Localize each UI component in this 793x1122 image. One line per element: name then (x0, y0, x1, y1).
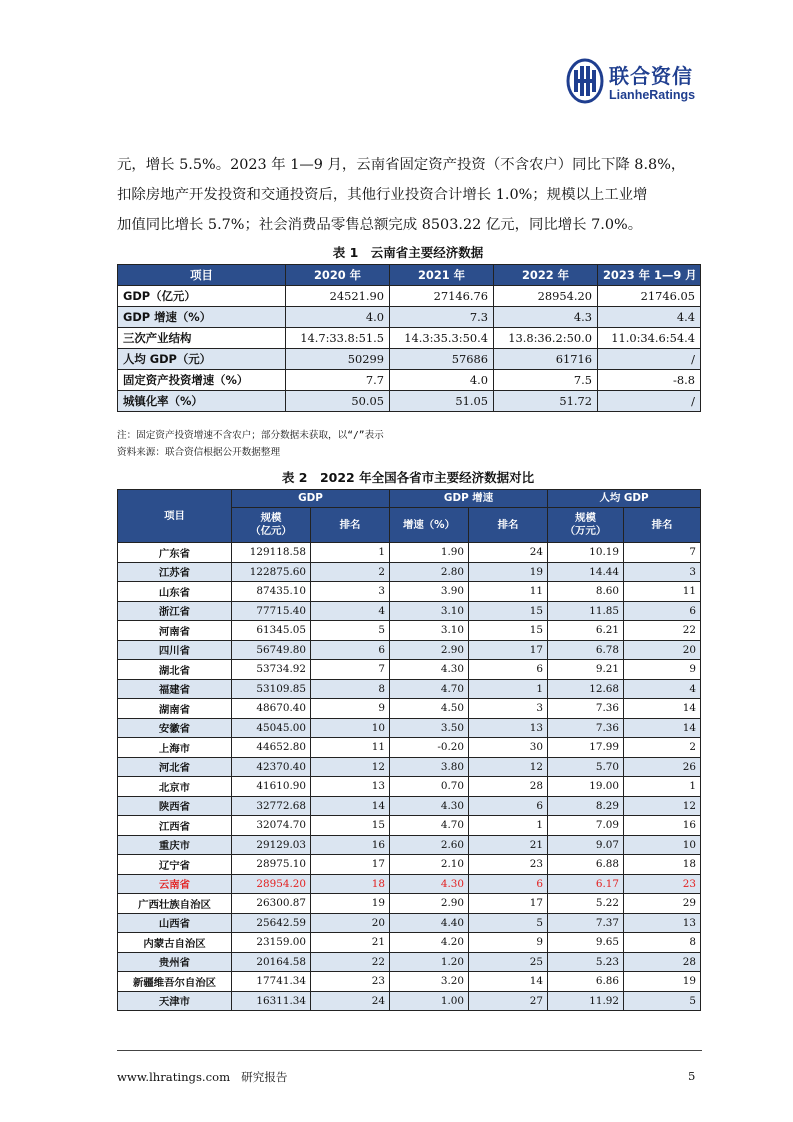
table2-cell: 3.20 (390, 972, 469, 992)
table2-row (118, 679, 701, 699)
table1-header-cell: 2023 年 1—9 月 (598, 265, 701, 286)
table2-row-label: 湖北省 (118, 660, 232, 680)
table1-header-cell: 2022 年 (494, 265, 598, 286)
table2-row (118, 816, 701, 836)
table2-cell: 53109.85 (232, 679, 311, 699)
table2-caption: 表 2 2022 年全国各省市主要经济数据对比 (281, 470, 535, 485)
table2-cell: 129118.58 (232, 543, 311, 563)
table1-row (118, 307, 701, 328)
table2-cell: 56749.80 (232, 640, 311, 660)
table2-cell: 19 (469, 562, 548, 582)
table2-cell: 6 (624, 601, 701, 621)
table2-cell: 10.19 (548, 543, 624, 563)
table2-row (118, 543, 701, 563)
table2-row (118, 952, 701, 972)
table2-row-label: 北京市 (118, 777, 232, 797)
subheader-scale-label: 规模 (575, 512, 596, 524)
table2-cell: 19 (624, 972, 701, 992)
table2-cell: 8.60 (548, 582, 624, 602)
table2-cell: 12 (624, 796, 701, 816)
table1-cell: 57686 (390, 349, 494, 370)
table2-row-label: 云南省 (118, 874, 232, 894)
table1-cell: 28954.20 (494, 286, 598, 307)
table2-cell: 3.80 (390, 757, 469, 777)
table2-row-label: 辽宁省 (118, 855, 232, 875)
table1-cell: -8.8 (598, 370, 701, 391)
table2-cell: 5 (624, 991, 701, 1011)
table2-cell: 5.70 (548, 757, 624, 777)
table2-cell: 23 (469, 855, 548, 875)
table2-cell: 25 (469, 952, 548, 972)
table2-row (118, 757, 701, 777)
table2-cell: 6.21 (548, 621, 624, 641)
table2-row (118, 699, 701, 719)
table2-row-label: 贵州省 (118, 952, 232, 972)
table2-cell: 61345.05 (232, 621, 311, 641)
table2-cell: 48670.40 (232, 699, 311, 719)
table2-cell: 4.70 (390, 679, 469, 699)
table2-cell: 15 (311, 816, 390, 836)
table2-cell: 21 (311, 933, 390, 953)
table2-cell: 2.90 (390, 640, 469, 660)
table2 (117, 489, 701, 1011)
table2-subheader-scale (548, 508, 624, 543)
table2-subheader-scale (232, 508, 311, 543)
table2-cell: 17 (311, 855, 390, 875)
table2-cell: 6.88 (548, 855, 624, 875)
table1-cell: 21746.05 (598, 286, 701, 307)
table2-cell: 20164.58 (232, 952, 311, 972)
table2-row (118, 601, 701, 621)
table1-cell: 4.4 (598, 307, 701, 328)
table2-cell: 22 (624, 621, 701, 641)
table2-cell: 44652.80 (232, 738, 311, 758)
table2-cell: 8 (311, 679, 390, 699)
table1-cell: 51.05 (390, 391, 494, 412)
table2-cell: 19.00 (548, 777, 624, 797)
table2-row-label: 江西省 (118, 816, 232, 836)
table2-cell: 23 (624, 874, 701, 894)
table1-cell: 7.3 (390, 307, 494, 328)
table2-subheader-growth: 增速（%） (390, 508, 469, 543)
table1-row-label: 固定资产投资增速（%） (118, 370, 286, 391)
table2-cell: 6.17 (548, 874, 624, 894)
table2-cell: 5.22 (548, 894, 624, 914)
table2-row-label: 内蒙古自治区 (118, 933, 232, 953)
table2-cell: 4 (311, 601, 390, 621)
table1-caption: 表 1 云南省主要经济数据 (332, 245, 484, 260)
table2-cell: 1 (311, 543, 390, 563)
table2-cell: 23 (311, 972, 390, 992)
subheader-scale-unit: （亿元） (250, 525, 292, 537)
table2-cell: 1.00 (390, 991, 469, 1011)
paragraph-line: 元，增长 5.5%。2023 年 1—9 月，云南省固定资产投资（不含农户）同比下降 8.8%， (117, 157, 686, 173)
table2-row-label: 河南省 (118, 621, 232, 641)
table1-row-label: 人均 GDP（元） (118, 349, 286, 370)
table1-row (118, 391, 701, 412)
table2-cell: 2.80 (390, 562, 469, 582)
table1-note: 注：固定资产投资增速不含农户；部分数据未获取，以“/”表示 (117, 430, 384, 441)
table2-cell: 14 (624, 699, 701, 719)
table2-row-label: 天津市 (118, 991, 232, 1011)
table2-row (118, 855, 701, 875)
table2-cell: 16311.34 (232, 991, 311, 1011)
table2-cell: 5 (311, 621, 390, 641)
table2-cell: 3.10 (390, 621, 469, 641)
table2-group-gdp: GDP (232, 490, 390, 508)
table2-row-label: 河北省 (118, 757, 232, 777)
table2-cell: 7.36 (548, 718, 624, 738)
table1-cell: 27146.76 (390, 286, 494, 307)
table2-cell: 24 (469, 543, 548, 563)
table2-cell: 3.90 (390, 582, 469, 602)
table1-header-cell: 2020 年 (286, 265, 390, 286)
table2-cell: 9.65 (548, 933, 624, 953)
table2-cell: 32074.70 (232, 816, 311, 836)
table2-cell: 20 (311, 913, 390, 933)
table1-row (118, 286, 701, 307)
table2-cell: 5 (469, 913, 548, 933)
table1-header-cell: 2021 年 (390, 265, 494, 286)
table2-subheader-rank: 排名 (469, 508, 548, 543)
table2-cell: 9 (311, 699, 390, 719)
paragraph-line: 扣除房地产开发投资和交通投资后，其他行业投资合计增长 1.0%；规模以上工业增 (117, 187, 648, 203)
table2-cell: 21 (469, 835, 548, 855)
table2-row (118, 835, 701, 855)
brand-name-en: LianheRatings (609, 88, 696, 102)
table1-cell: 50.05 (286, 391, 390, 412)
table1-cell: 51.72 (494, 391, 598, 412)
table2-cell: 11 (311, 738, 390, 758)
table2-cell: 13 (469, 718, 548, 738)
table2-row-label: 江苏省 (118, 562, 232, 582)
table2-cell: 9 (624, 660, 701, 680)
table1-row-label: GDP（亿元） (118, 286, 286, 307)
table2-cell: 9 (469, 933, 548, 953)
table1-cell: 50299 (286, 349, 390, 370)
table2-row (118, 796, 701, 816)
table2-cell: 9.07 (548, 835, 624, 855)
table2-cell: 13 (624, 913, 701, 933)
table1-row-label: 城镇化率（%） (118, 391, 286, 412)
table2-cell: 17.99 (548, 738, 624, 758)
table2-cell: 25642.59 (232, 913, 311, 933)
table2-cell: 3 (311, 582, 390, 602)
paragraph-line: 加值同比增长 5.7%；社会消费品零售总额完成 8503.22 亿元，同比增长 7.0%。 (117, 217, 643, 233)
table2-row-label: 山东省 (118, 582, 232, 602)
table2-row (118, 718, 701, 738)
table2-cell: 0.70 (390, 777, 469, 797)
subheader-scale-label: 规模 (260, 512, 282, 524)
table2-cell: 15 (469, 621, 548, 641)
table2-cell: 4.40 (390, 913, 469, 933)
table2-row (118, 874, 701, 894)
table2-row (118, 621, 701, 641)
table2-cell: 27 (469, 991, 548, 1011)
table1-row-label: 三次产业结构 (118, 328, 286, 349)
table2-row (118, 972, 701, 992)
table2-cell: 9.21 (548, 660, 624, 680)
table1-cell: / (598, 391, 701, 412)
table2-cell: 8.29 (548, 796, 624, 816)
table2-row-label: 浙江省 (118, 601, 232, 621)
table1-cell: 61716 (494, 349, 598, 370)
brand-name-cn: 联合资信 (609, 64, 693, 88)
subheader-scale-unit: （万元） (564, 525, 607, 537)
table2-cell: 14 (469, 972, 548, 992)
table2-cell: 22 (311, 952, 390, 972)
table2-row (118, 640, 701, 660)
table2-cell: 4.70 (390, 816, 469, 836)
table2-cell: 28954.20 (232, 874, 311, 894)
table2-row (118, 582, 701, 602)
table2-group-per-capita: 人均 GDP (548, 490, 701, 508)
table2-subheader-rank: 排名 (624, 508, 701, 543)
table1-row (118, 370, 701, 391)
table2-cell: 17 (469, 894, 548, 914)
table2-row (118, 660, 701, 680)
table2-cell: 7.09 (548, 816, 624, 836)
table2-cell: 26300.87 (232, 894, 311, 914)
table2-cell: 6 (311, 640, 390, 660)
page-number: 5 (688, 1069, 696, 1083)
brand-logo (566, 58, 706, 106)
table2-row-label: 山西省 (118, 913, 232, 933)
table1-cell: 4.0 (286, 307, 390, 328)
table2-cell: 7.37 (548, 913, 624, 933)
table1-cell: 4.3 (494, 307, 598, 328)
footer-divider (117, 1050, 702, 1051)
table1-row-label: GDP 增速（%） (118, 307, 286, 328)
table2-header-item: 项目 (118, 490, 232, 543)
table2-cell: 10 (624, 835, 701, 855)
table2-cell: 122875.60 (232, 562, 311, 582)
table2-cell: 2.60 (390, 835, 469, 855)
table2-cell: 3 (624, 562, 701, 582)
table2-cell: -0.20 (390, 738, 469, 758)
table1-cell: 14.7:33.8:51.5 (286, 328, 390, 349)
table2-cell: 87435.10 (232, 582, 311, 602)
table2-cell: 26 (624, 757, 701, 777)
table2-cell: 14 (311, 796, 390, 816)
table2-cell: 30 (469, 738, 548, 758)
table2-row-label: 重庆市 (118, 835, 232, 855)
table2-row-label: 安徽省 (118, 718, 232, 738)
table2-cell: 28 (469, 777, 548, 797)
table2-cell: 7.36 (548, 699, 624, 719)
table2-cell: 15 (469, 601, 548, 621)
table2-cell: 7 (624, 543, 701, 563)
table2-cell: 18 (311, 874, 390, 894)
table2-row (118, 933, 701, 953)
table2-cell: 4 (624, 679, 701, 699)
table2-cell: 53734.92 (232, 660, 311, 680)
table2-row-label: 福建省 (118, 679, 232, 699)
table2-row (118, 562, 701, 582)
table2-cell: 28 (624, 952, 701, 972)
table2-cell: 1.20 (390, 952, 469, 972)
table2-cell: 6 (469, 874, 548, 894)
table1-row (118, 328, 701, 349)
table2-cell: 6 (469, 660, 548, 680)
table2-row-label: 广东省 (118, 543, 232, 563)
table2-cell: 23159.00 (232, 933, 311, 953)
table1-cell: / (598, 349, 701, 370)
table2-row-label: 陕西省 (118, 796, 232, 816)
table2-cell: 29129.03 (232, 835, 311, 855)
table2-header-row (118, 490, 701, 508)
table1-cell: 4.0 (390, 370, 494, 391)
table2-cell: 41610.90 (232, 777, 311, 797)
table2-cell: 7 (311, 660, 390, 680)
table2-group-growth: GDP 增速 (390, 490, 548, 508)
table2-cell: 77715.40 (232, 601, 311, 621)
table1-cell: 14.3:35.3:50.4 (390, 328, 494, 349)
table2-row-label: 上海市 (118, 738, 232, 758)
table2-cell: 3.10 (390, 601, 469, 621)
table2-cell: 18 (624, 855, 701, 875)
footer-left (117, 1069, 288, 1085)
table2-cell: 4.20 (390, 933, 469, 953)
table2-cell: 42370.40 (232, 757, 311, 777)
table2-cell: 3 (469, 699, 548, 719)
table2-cell: 32772.68 (232, 796, 311, 816)
table2-row (118, 991, 701, 1011)
table1-cell: 13.8:36.2:50.0 (494, 328, 598, 349)
table1-row (118, 349, 701, 370)
table2-cell: 17 (469, 640, 548, 660)
table2-cell: 12 (469, 757, 548, 777)
table2-cell: 14 (624, 718, 701, 738)
table2-row (118, 738, 701, 758)
table2-cell: 1.90 (390, 543, 469, 563)
table1-cell: 7.7 (286, 370, 390, 391)
table1-cell: 11.0:34.6:54.4 (598, 328, 701, 349)
table2-cell: 10 (311, 718, 390, 738)
table2-cell: 11.85 (548, 601, 624, 621)
table2-row (118, 913, 701, 933)
table2-cell: 45045.00 (232, 718, 311, 738)
table2-cell: 1 (469, 816, 548, 836)
table2-cell: 16 (311, 835, 390, 855)
table2-row-label: 广西壮族自治区 (118, 894, 232, 914)
table2-cell: 12.68 (548, 679, 624, 699)
table2-row (118, 894, 701, 914)
table2-cell: 8 (624, 933, 701, 953)
brand-logo-icon (566, 58, 604, 104)
table1-source: 资料来源：联合资信根据公开数据整理 (117, 447, 281, 458)
table1-header-row (118, 265, 701, 286)
table2-cell: 2 (624, 738, 701, 758)
table2-cell: 11 (624, 582, 701, 602)
table2-row-label: 新疆维吾尔自治区 (118, 972, 232, 992)
table2-cell: 20 (624, 640, 701, 660)
table2-cell: 6.86 (548, 972, 624, 992)
table2-cell: 29 (624, 894, 701, 914)
table2-cell: 2.10 (390, 855, 469, 875)
table2-cell: 19 (311, 894, 390, 914)
table1-cell: 24521.90 (286, 286, 390, 307)
table2-cell: 13 (311, 777, 390, 797)
table2-cell: 2 (311, 562, 390, 582)
table1 (117, 264, 701, 412)
table2-subheader-rank: 排名 (311, 508, 390, 543)
table1-cell: 7.5 (494, 370, 598, 391)
table2-cell: 14.44 (548, 562, 624, 582)
table2-cell: 6 (469, 796, 548, 816)
table2-row-label: 四川省 (118, 640, 232, 660)
table2-cell: 4.50 (390, 699, 469, 719)
footer-label: 研究报告 (241, 1070, 288, 1084)
table2-cell: 11.92 (548, 991, 624, 1011)
table2-row (118, 777, 701, 797)
table2-cell: 2.90 (390, 894, 469, 914)
table2-cell: 4.30 (390, 660, 469, 680)
table2-cell: 6.78 (548, 640, 624, 660)
table2-cell: 16 (624, 816, 701, 836)
table1-header-cell: 项目 (118, 265, 286, 286)
table2-cell: 4.30 (390, 874, 469, 894)
table2-cell: 24 (311, 991, 390, 1011)
table2-row-label: 湖南省 (118, 699, 232, 719)
table2-cell: 5.23 (548, 952, 624, 972)
table2-cell: 11 (469, 582, 548, 602)
table2-cell: 1 (624, 777, 701, 797)
footer-website: www.lhratings.com (117, 1070, 231, 1084)
table2-cell: 4.30 (390, 796, 469, 816)
table2-cell: 28975.10 (232, 855, 311, 875)
table2-cell: 12 (311, 757, 390, 777)
table2-cell: 17741.34 (232, 972, 311, 992)
table2-cell: 3.50 (390, 718, 469, 738)
body-paragraph (117, 150, 707, 240)
table2-cell: 1 (469, 679, 548, 699)
